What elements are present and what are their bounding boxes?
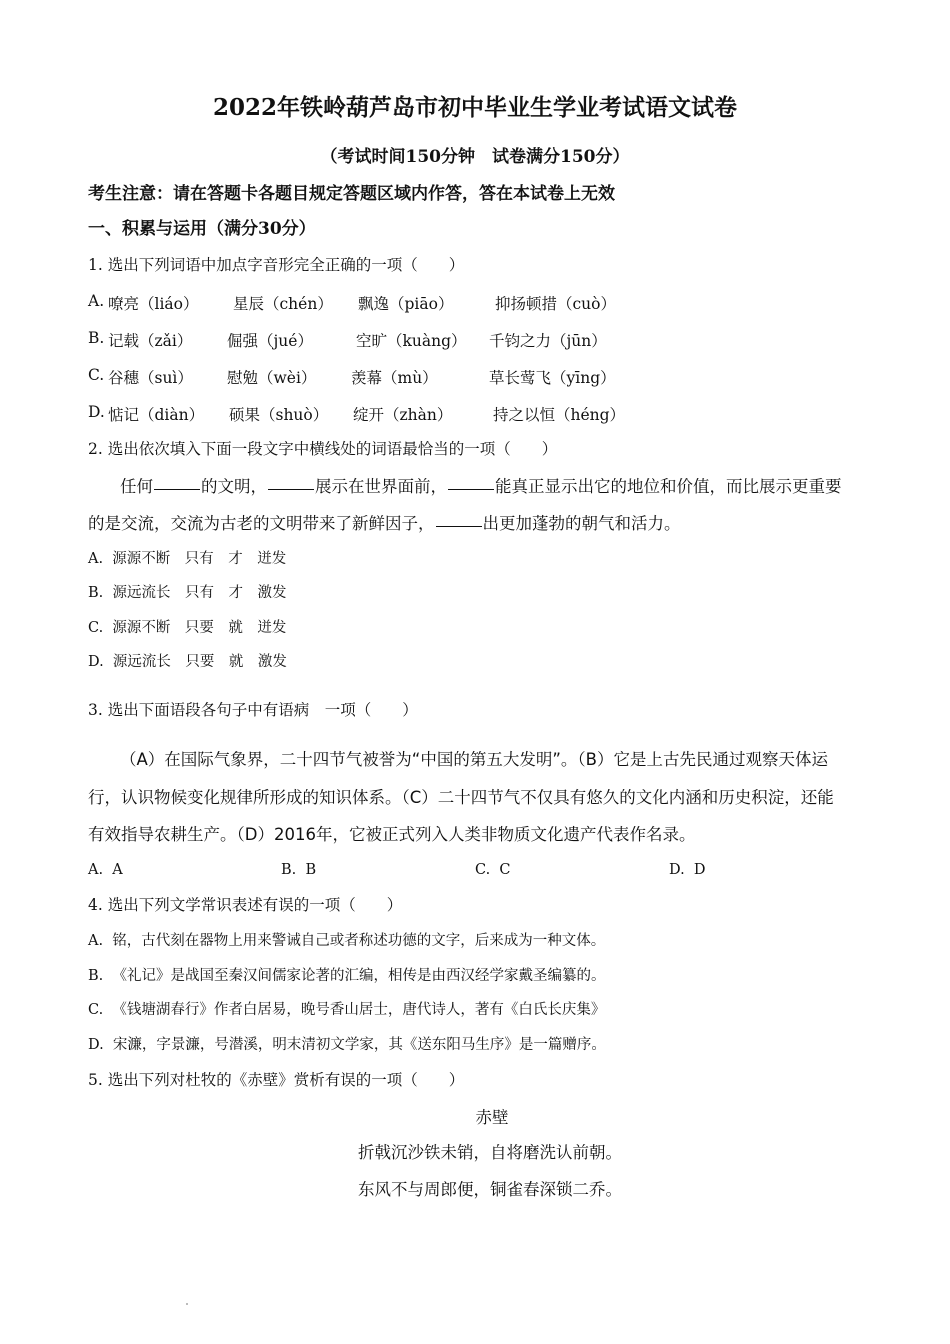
fill-blank bbox=[154, 488, 200, 490]
option-item: 抑扬顿措（cuò） bbox=[495, 295, 616, 313]
option-item: 倔强（jué） bbox=[227, 332, 313, 350]
question-3-passage-line-2: 行，认识物候变化规律所形成的知识体系。（C）二十四节气不仅具有悠久的文化内涵和历史积淀，还能 bbox=[88, 788, 834, 807]
option-item: 嘹亮（liáo） bbox=[108, 295, 199, 313]
question-2-option-b: B. 源远流长 只有 才 激发 bbox=[88, 585, 287, 601]
question-1-stem: 1. 选出下列词语中加点字音形完全正确的一项（ ） bbox=[88, 256, 465, 274]
question-3-option-a: A. A bbox=[88, 862, 123, 878]
passage-text: 展示在世界面前， bbox=[315, 477, 447, 496]
passage-text: 的文明， bbox=[201, 477, 267, 496]
question-2-option-a: A. 源源不断 只有 才 迸发 bbox=[88, 551, 287, 567]
option-letter: B. bbox=[88, 329, 105, 347]
question-3-stem: 3. 选出下面语段各句子中有语病 一项（ ） bbox=[88, 701, 418, 719]
passage-text: 出更加蓬勃的朝气和活力。 bbox=[482, 514, 681, 533]
page-speck bbox=[186, 1303, 188, 1305]
question-2-option-c: C. 源源不断 只要 就 迸发 bbox=[88, 620, 287, 636]
fill-blank bbox=[436, 525, 482, 527]
passage-text: 能真正显示出它的地位和价值，而比展示更重要 bbox=[495, 477, 842, 496]
option-item: 星辰（chén） bbox=[233, 295, 333, 313]
option-item: 记载（zǎi） bbox=[108, 332, 193, 350]
question-3-passage-line-3: 有效指导农耕生产。（D）2016年，它被正式列入人类非物质文化遗产代表作名录。 bbox=[88, 825, 696, 844]
question-4-option-a: A. 铭，古代刻在器物上用来警诫自己或者称述功德的文字，后来成为一种文体。 bbox=[88, 933, 606, 949]
poem-line-2: 东风不与周郎便，铜雀春深锁二乔。 bbox=[358, 1180, 622, 1199]
option-letter: D. bbox=[88, 403, 105, 421]
option-letter: C. bbox=[88, 366, 105, 384]
exam-time-note: （考试时间150分钟 试卷满分150分） bbox=[320, 147, 630, 167]
question-4-option-b: B. 《礼记》是战国至秦汉间儒家论著的汇编，相传是由西汉经学家戴圣编纂的。 bbox=[88, 968, 606, 984]
option-item: 谷穗（suì） bbox=[108, 369, 193, 387]
option-item: 飘逸（piāo） bbox=[358, 295, 454, 313]
page-title: 2022年铁岭葫芦岛市初中毕业生学业考试语文试卷 bbox=[212, 94, 737, 121]
option-item: 持之以恒（héng） bbox=[493, 406, 626, 424]
question-5-stem: 5. 选出下列对杜牧的《赤壁》赏析有误的一项（ ） bbox=[88, 1071, 465, 1089]
poem-line-1: 折戟沉沙铁未销，自将磨洗认前朝。 bbox=[358, 1143, 622, 1162]
option-item: 绽开（zhàn） bbox=[353, 406, 453, 424]
fill-blank bbox=[448, 488, 494, 490]
question-4-option-c: C. 《钱塘湖春行》作者白居易，晚号香山居士，唐代诗人，著有《白氏长庆集》 bbox=[88, 1002, 606, 1018]
poem-title: 赤壁 bbox=[475, 1108, 509, 1127]
option-item: 千钧之力（jūn） bbox=[489, 332, 607, 350]
question-3-option-d: D. D bbox=[669, 862, 706, 878]
option-item: 惦记（diàn） bbox=[108, 406, 205, 424]
option-item: 慰勉（wèi） bbox=[227, 369, 317, 387]
question-4-stem: 4. 选出下列文学常识表述有误的一项（ ） bbox=[88, 896, 403, 914]
candidate-notice: 考生注意：请在答题卡各题目规定答题区域内作答，答在本试卷上无效 bbox=[88, 184, 615, 204]
option-item: 草长莺飞（yīng） bbox=[489, 369, 616, 387]
question-3-option-c: C. C bbox=[475, 862, 511, 878]
question-2-stem: 2. 选出依次填入下面一段文字中横线处的词语最恰当的一项（ ） bbox=[88, 440, 558, 458]
question-4-option-d: D. 宋濂，字景濂，号潜溪，明末清初文学家，其《送东阳马生序》是一篇赠序。 bbox=[88, 1037, 606, 1053]
question-3-passage-line-1: （A）在国际气象界，二十四节气被誉为“中国的第五大发明”。（B）它是上古先民通过观察天体运 bbox=[120, 750, 828, 769]
option-letter: A. bbox=[88, 292, 105, 310]
section-heading: 一、积累与运用（满分30分） bbox=[88, 219, 316, 239]
question-2-passage-line-2 bbox=[88, 514, 681, 534]
fill-blank bbox=[268, 488, 314, 490]
option-item: 硕果（shuò） bbox=[229, 406, 329, 424]
question-3-option-b: B. B bbox=[281, 862, 317, 878]
passage-text: 的是交流，交流为古老的文明带来了新鲜因子， bbox=[88, 514, 435, 533]
option-item: 羡幕（mù） bbox=[351, 369, 438, 387]
question-2-passage-line-1 bbox=[120, 477, 842, 497]
question-2-option-d: D. 源远流长 只要 就 激发 bbox=[88, 654, 287, 670]
option-item: 空旷（kuàng） bbox=[356, 332, 467, 350]
passage-text: 任何 bbox=[120, 477, 153, 496]
